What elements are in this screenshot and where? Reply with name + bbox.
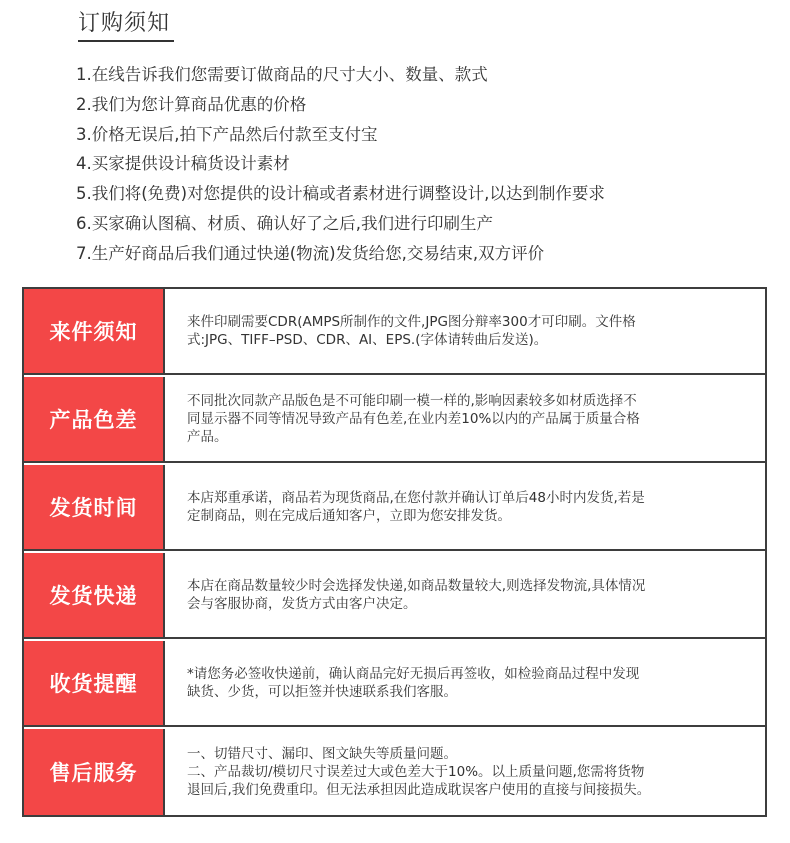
row-content — [187, 377, 747, 461]
order-step: 4.买家提供设计稿货设计素材 — [76, 154, 290, 174]
row-label: 发货快递 — [24, 553, 165, 637]
row-content-line: 二、产品裁切/模切尺寸误差过大或色差大于10%。以上质量问题,您需将货物 — [187, 764, 645, 780]
row-content-line: *请您务必签收快递前，确认商品完好无损后再签收，如检验商品过程中发现 — [187, 666, 640, 682]
row-content-line: 定制商品，则在完成后通知客户，立即为您安排发货。 — [187, 508, 511, 524]
order-step: 6.买家确认图稿、材质、确认好了之后,我们进行印刷生产 — [76, 213, 493, 233]
table-row — [24, 377, 765, 463]
row-label: 售后服务 — [24, 729, 165, 815]
row-content-line: 本店郑重承诺，商品若为现货商品,在您付款并确认订单后48小时内发货,若是 — [187, 490, 645, 506]
notice-table — [22, 287, 767, 817]
order-step: 5.我们将(免费)对您提供的设计稿或者素材进行调整设计,以达到制作要求 — [76, 184, 605, 204]
row-label: 来件须知 — [24, 289, 165, 373]
row-content-line: 式:JPG、TIFF–PSD、CDR、AI、EPS.(字体请转曲后发送)。 — [187, 332, 548, 348]
row-label: 收货提醒 — [24, 641, 165, 725]
page-title: 订购须知 — [78, 11, 171, 36]
table-row — [24, 465, 765, 551]
row-content-line: 来件印刷需要CDR(AMPS所制作的文件,JPG图分辩率300才可印刷。文件格 — [187, 314, 636, 330]
table-row — [24, 553, 765, 639]
title-underline — [78, 40, 174, 42]
row-content-line: 产品。 — [187, 429, 228, 445]
table-row — [24, 641, 765, 727]
row-content — [187, 641, 747, 725]
order-steps-list — [76, 60, 605, 269]
row-content — [187, 465, 747, 549]
row-content-line: 同显示器不同等情况导致产品有色差,在业内差10%以内的产品属于质量合格 — [187, 411, 640, 427]
order-step: 2.我们为您计算商品优惠的价格 — [76, 94, 307, 114]
row-label: 产品色差 — [24, 377, 165, 461]
row-label: 发货时间 — [24, 465, 165, 549]
row-content-line: 本店在商品数量较少时会选择发快递,如商品数量较大,则选择发物流,具体情况 — [187, 578, 646, 594]
row-content-line: 不同批次同款产品版色是不可能印刷一模一样的,影响因素较多如材质选择不 — [187, 393, 637, 409]
row-content-line: 缺货、少货，可以拒签并快速联系我们客服。 — [187, 684, 457, 700]
row-content-line: 退回后,我们免费重印。但无法承担因此造成耽误客户使用的直接与间接损失。 — [187, 782, 651, 798]
table-row — [24, 729, 765, 815]
row-content — [187, 553, 747, 637]
order-step: 3.价格无误后,拍下产品然后付款至支付宝 — [76, 124, 378, 144]
row-content-line: 一、切错尺寸、漏印、图文缺失等质量问题。 — [187, 746, 457, 762]
row-content — [187, 289, 747, 373]
order-step: 7.生产好商品后我们通过快递(物流)发货给您,交易结束,双方评价 — [76, 243, 545, 263]
table-row — [24, 289, 765, 375]
row-content — [187, 729, 747, 815]
row-content-line: 会与客服协商，发货方式由客户决定。 — [187, 596, 417, 612]
order-step: 1.在线告诉我们您需要订做商品的尺寸大小、数量、款式 — [76, 65, 488, 84]
